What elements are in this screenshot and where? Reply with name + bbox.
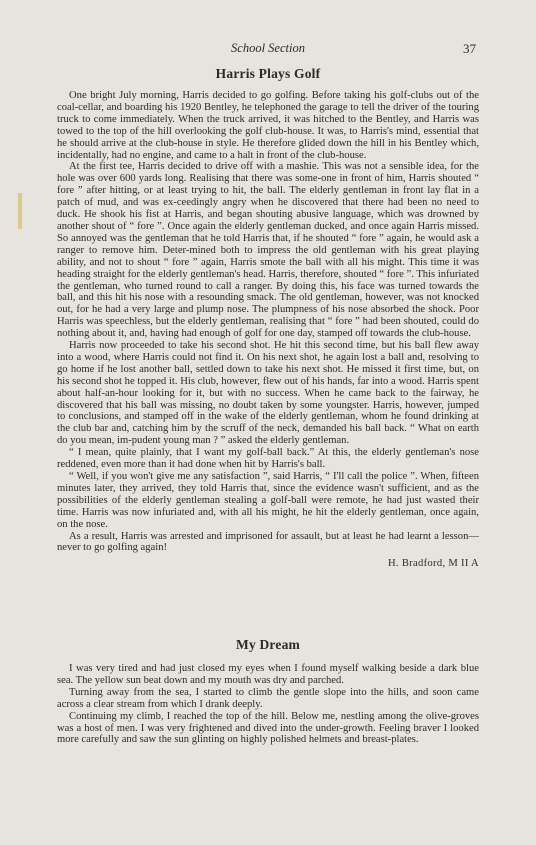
section-title: School Section [231,41,305,55]
article-paragraph: One bright July morning, Harris decided to go golfing. Before taking his golf-clubs out of the coal-cellar, and boarding his 1920 Bentley, he telephoned the garage to tell the driver of the touring truck to come immediately. When the truck arrived, it was hitched to the Bentley, and Harris was towed to the top of the hill overlooking the golf club-house. It was, to Harris's mind, essential that he should arrive at the club-house in style. He therefore glided down the hill in his Bentley which, incidentally, had no engine, and came to a halt in front of the club-house. [57,90,479,161]
article-paragraph: I was very tired and had just closed my eyes when I found myself walking beside a dark blue sea. The yellow sun beat down and my mouth was dry and parched. [57,663,479,686]
page-number: 37 [463,41,476,56]
article-paragraph: “ I mean, quite plainly, that I want my golf-ball back.” At this, the elderly gentleman's nose reddened, even more than it had done when hit by Harris's ball. [57,447,479,471]
article-paragraph: At the first tee, Harris decided to drive off with a mashie. This was not a sensible idea, for the hole was over 600 yards long. Realising that there was some-one in front of him, Harris shouted “ fore ” after hitting, or at least trying to hit, the ball. The elderly gentleman in front lay flat in a patch of mud, and was ex-ceedingly angry when he discovered that there had been no need to duck. He shook his fist at Harris, and began shouting abusive language, which was drowned by another shout of “ fore ”. Once again the elderly gentleman ducked, and once again Harris missed. So annoyed was the gentleman that he told Harris that, if he shouted “ fore ” again, he would ask a ranger to remove him. Deter-mined both to impress the old gentleman with his great playing ability, and not to shout “ fore ” again, Harris smote the ball with all his might. This time it was heading straight for the elderly gentleman's head. Harris, therefore, shouted “ fore ”. This infuriated the gentleman, who turned round to call a ranger. By doing this, his face was turned towards the ball, and this hit his nose with a resounding smack. The old gentleman, however, was not knocked out, for he had a very large and plump nose. The plumpness of his nose absorbed the shock. Poor Harris was speechless, but the elderly gentleman, realising that “ fore ” had been shouted, could do nothing about it, and, having had enough of golf for one day, stamped off towards the club-house. [57,161,479,340]
article-paragraph: Harris now proceeded to take his second shot. He hit this second time, but his ball flew away into a wood, where Harris could not find it. On his next shot, he again lost a ball and, resolving to go home if he lost another ball, settled down to take his next shot. He missed it first time, but, on his second shot he topped it. His club, however, flew out of his hands, far into a wood. Harris spent about half-an-hour looking for it, but with no success. When he came back to the fairway, he discovered that his ball was missing, no doubt taken by some youngster. Harris, however, jumped to conclusions, and stamped off in the wake of the elderly gentleman, whom he found drinking at the club bar and, catching him by the scruff of the neck, demanded his ball back. “ What on earth do you mean, im-pudent young man ? ” asked the elderly gentleman. [57,340,479,447]
running-head [0,41,536,59]
author-signature: H. Bradford, M II A [387,558,479,570]
article-title: My Dream [236,637,300,652]
margin-mark [18,193,22,229]
article-paragraph: As a result, Harris was arrested and imprisoned for assault, but at least he had learnt a lesson—never to go golfing again! [57,530,479,554]
article-harris-plays-golf [57,66,479,570]
article-title: Harris Plays Golf [215,66,321,81]
article-paragraph: “ Well, if you won't give me any satisfaction ”, said Harris, “ I'll call the police ”. When, fifteen minutes later, they arrived, they told Harris that, since the evidence wasn't sufficient, and as the possibilities of the elderly gentleman stealing a golf-ball were remote, he had just wasted their time. Harris was now infuriated and, with all his might, he hit the elderly gentleman, once again, on the nose. [57,471,479,530]
article-paragraph: Turning away from the sea, I started to climb the gentle slope into the hills, and soon came across a clear stream from which I drank deeply. [57,686,479,710]
article-my-dream [57,637,479,746]
article-paragraph: Continuing my climb, I reached the top of the hill. Below me, nestling among the olive-groves was a host of men. I was very frightened and dived into the under-growth. Feeling braver I looked more carefully and saw the sun glinting on highly polished helmets and breast-plates. [57,710,479,746]
